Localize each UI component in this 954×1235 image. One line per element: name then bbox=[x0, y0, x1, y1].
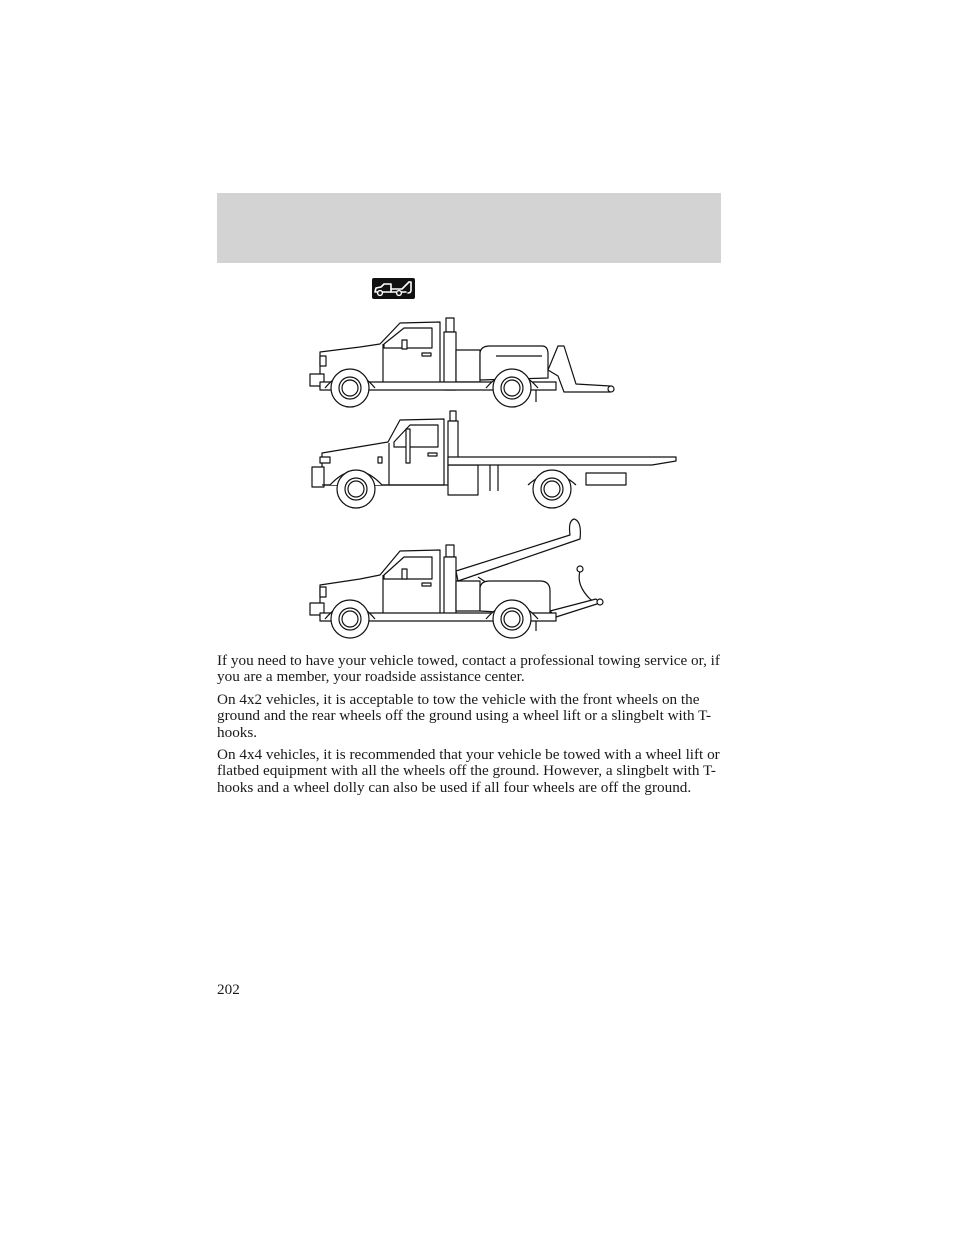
flatbed-tow-truck-illustration bbox=[300, 405, 690, 515]
body-text bbox=[217, 653, 722, 802]
slingbelt-tow-truck-illustration bbox=[300, 515, 630, 640]
section-header-band bbox=[217, 193, 721, 263]
tow-truck-icon bbox=[372, 278, 415, 299]
page-number: 202 bbox=[217, 981, 240, 998]
wheel-lift-tow-truck-illustration bbox=[300, 310, 630, 415]
paragraph-4x4-towing: On 4x4 vehicles, it is recommended that your vehicle be towed with a wheel lift or flatbed equipment with all the wheels off the ground. However, a slingbelt with T-hooks and a wheel dolly can also be used if all four wheels are off the ground. bbox=[217, 746, 720, 796]
paragraph-towing-service: If you need to have your vehicle towed, contact a professional towing service or, if you are a member, your roadside assistance center. bbox=[217, 652, 720, 686]
paragraph-4x2-towing: On 4x2 vehicles, it is acceptable to tow the vehicle with the front wheels on the ground and the rear wheels off the ground using a wheel lift or a slingbelt with T-hooks. bbox=[217, 690, 712, 741]
